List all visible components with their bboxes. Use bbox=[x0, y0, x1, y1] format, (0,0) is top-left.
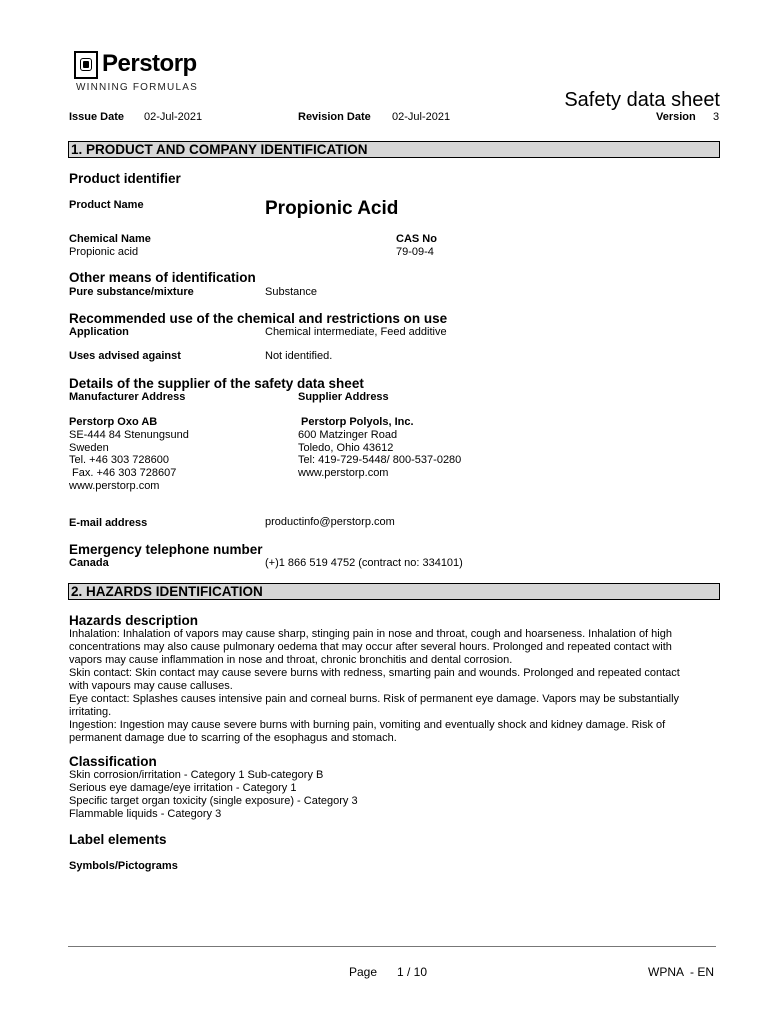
page-number: 1 / 10 bbox=[397, 965, 428, 979]
hazard-line: vapors may cause inflammation in nose and throat, chronic bronchitis and dental corrosion. bbox=[69, 654, 513, 666]
chemical-name-value: Propionic acid bbox=[69, 246, 139, 258]
manufacturer-line: Fax. +46 303 728607 bbox=[69, 467, 177, 480]
hazard-line: Skin contact: Skin contact may cause severe burns with redness, smarting pain and wounds. Prolonged and repeated contact bbox=[69, 667, 680, 679]
manufacturer-name: Perstorp Oxo AB bbox=[69, 416, 158, 428]
brand-name: Perstorp bbox=[102, 50, 197, 77]
supplier-details-heading: Details of the supplier of the safety data sheet bbox=[69, 376, 364, 391]
email-label: E-mail address bbox=[69, 517, 148, 529]
footer-divider bbox=[68, 946, 716, 947]
hazard-line: permanent damage due to scarring of the esophagus and stomach. bbox=[69, 732, 397, 744]
supplier-line: 600 Matzinger Road bbox=[298, 428, 398, 441]
supplier-website-link[interactable]: www.perstorp.com bbox=[298, 467, 389, 480]
manufacturer-website-link[interactable]: www.perstorp.com bbox=[69, 479, 160, 492]
supplier-line: Toledo, Ohio 43612 bbox=[298, 441, 394, 454]
supplier-address-label: Supplier Address bbox=[298, 391, 389, 403]
page-label: Page bbox=[349, 965, 378, 979]
uses-against-label: Uses advised against bbox=[69, 350, 181, 362]
pure-substance-value: Substance bbox=[265, 286, 317, 298]
supplier-name: Perstorp Polyols, Inc. bbox=[298, 416, 414, 428]
cas-value: 79-09-4 bbox=[396, 246, 434, 258]
classification-item: Flammable liquids - Category 3 bbox=[69, 808, 222, 820]
hazards-description-heading: Hazards description bbox=[69, 613, 199, 628]
revision-date-value: 02-Jul-2021 bbox=[392, 111, 451, 123]
other-means-heading: Other means of identification bbox=[69, 270, 256, 285]
issue-date-value: 02-Jul-2021 bbox=[144, 111, 203, 123]
document-code: WPNA - EN bbox=[648, 965, 715, 979]
manufacturer-line: SE-444 84 Stenungsund bbox=[69, 428, 189, 441]
symbols-pictograms-label: Symbols/Pictograms bbox=[69, 860, 178, 872]
hazard-line: Inhalation: Inhalation of vapors may cause sharp, stinging pain in nose and throat, cough and hoarseness. Inhalation of high bbox=[69, 628, 672, 640]
email-link[interactable]: productinfo@perstorp.com bbox=[265, 516, 395, 528]
product-name-value: Propionic Acid bbox=[265, 198, 399, 219]
uses-against-value: Not identified. bbox=[265, 350, 333, 362]
classification-item: Serious eye damage/eye irritation - Category 1 bbox=[69, 782, 297, 794]
product-identifier-heading: Product identifier bbox=[69, 171, 181, 186]
document-title: Safety data sheet bbox=[564, 89, 720, 111]
recommended-use-heading: Recommended use of the chemical and restrictions on use bbox=[69, 311, 448, 326]
hazard-line: Ingestion: Ingestion may cause severe burns with burning pain, vomiting and eventually shock and kidney damage. Risk of bbox=[69, 719, 666, 731]
canada-phone: (+)1 866 519 4752 (contract no: 334101) bbox=[265, 557, 463, 569]
cas-label: CAS No bbox=[396, 233, 437, 245]
section-1-header: 1. PRODUCT AND COMPANY IDENTIFICATION bbox=[68, 141, 720, 158]
supplier-address bbox=[298, 416, 461, 480]
brand-tagline: WINNING FORMULAS bbox=[76, 82, 198, 93]
manufacturer-line: Tel. +46 303 728600 bbox=[69, 454, 170, 467]
version-label: Version bbox=[656, 111, 696, 123]
manufacturer-address-label: Manufacturer Address bbox=[69, 391, 186, 403]
perstorp-logo-icon bbox=[74, 51, 98, 79]
hazard-line: concentrations may also cause pulmonary oedema that may occur after several hours. Prolonged and repeated contact with bbox=[69, 641, 672, 653]
hazards-description-text bbox=[69, 628, 719, 745]
emergency-heading: Emergency telephone number bbox=[69, 542, 263, 557]
version-value: 3 bbox=[713, 111, 720, 123]
classification-item: Skin corrosion/irritation - Category 1 Sub-category B bbox=[69, 769, 324, 781]
application-label: Application bbox=[69, 326, 129, 338]
revision-date-label: Revision Date bbox=[298, 111, 371, 123]
supplier-line: Tel: 419-729-5448/ 800-537-0280 bbox=[298, 454, 462, 467]
application-value: Chemical intermediate, Feed additive bbox=[265, 326, 447, 338]
classification-item: Specific target organ toxicity (single exposure) - Category 3 bbox=[69, 795, 358, 807]
product-name-label: Product Name bbox=[69, 199, 144, 211]
chemical-name-label: Chemical Name bbox=[69, 233, 151, 245]
section-2-header: 2. HAZARDS IDENTIFICATION bbox=[68, 583, 720, 600]
classification-heading: Classification bbox=[69, 754, 157, 769]
manufacturer-line: Sweden bbox=[69, 441, 109, 454]
manufacturer-address bbox=[69, 416, 189, 493]
issue-date-label: Issue Date bbox=[69, 111, 125, 123]
hazard-line: with vapours may cause calluses. bbox=[69, 680, 233, 692]
canada-label: Canada bbox=[69, 557, 109, 569]
hazard-line: Eye contact: Splashes causes intensive pain and corneal burns. Risk of permanent eye damage. Vapors may be substantially bbox=[69, 693, 680, 705]
classification-list bbox=[69, 769, 719, 821]
pure-substance-label: Pure substance/mixture bbox=[69, 286, 194, 298]
hazard-line: irritating. bbox=[69, 706, 112, 718]
label-elements-heading: Label elements bbox=[69, 832, 167, 847]
